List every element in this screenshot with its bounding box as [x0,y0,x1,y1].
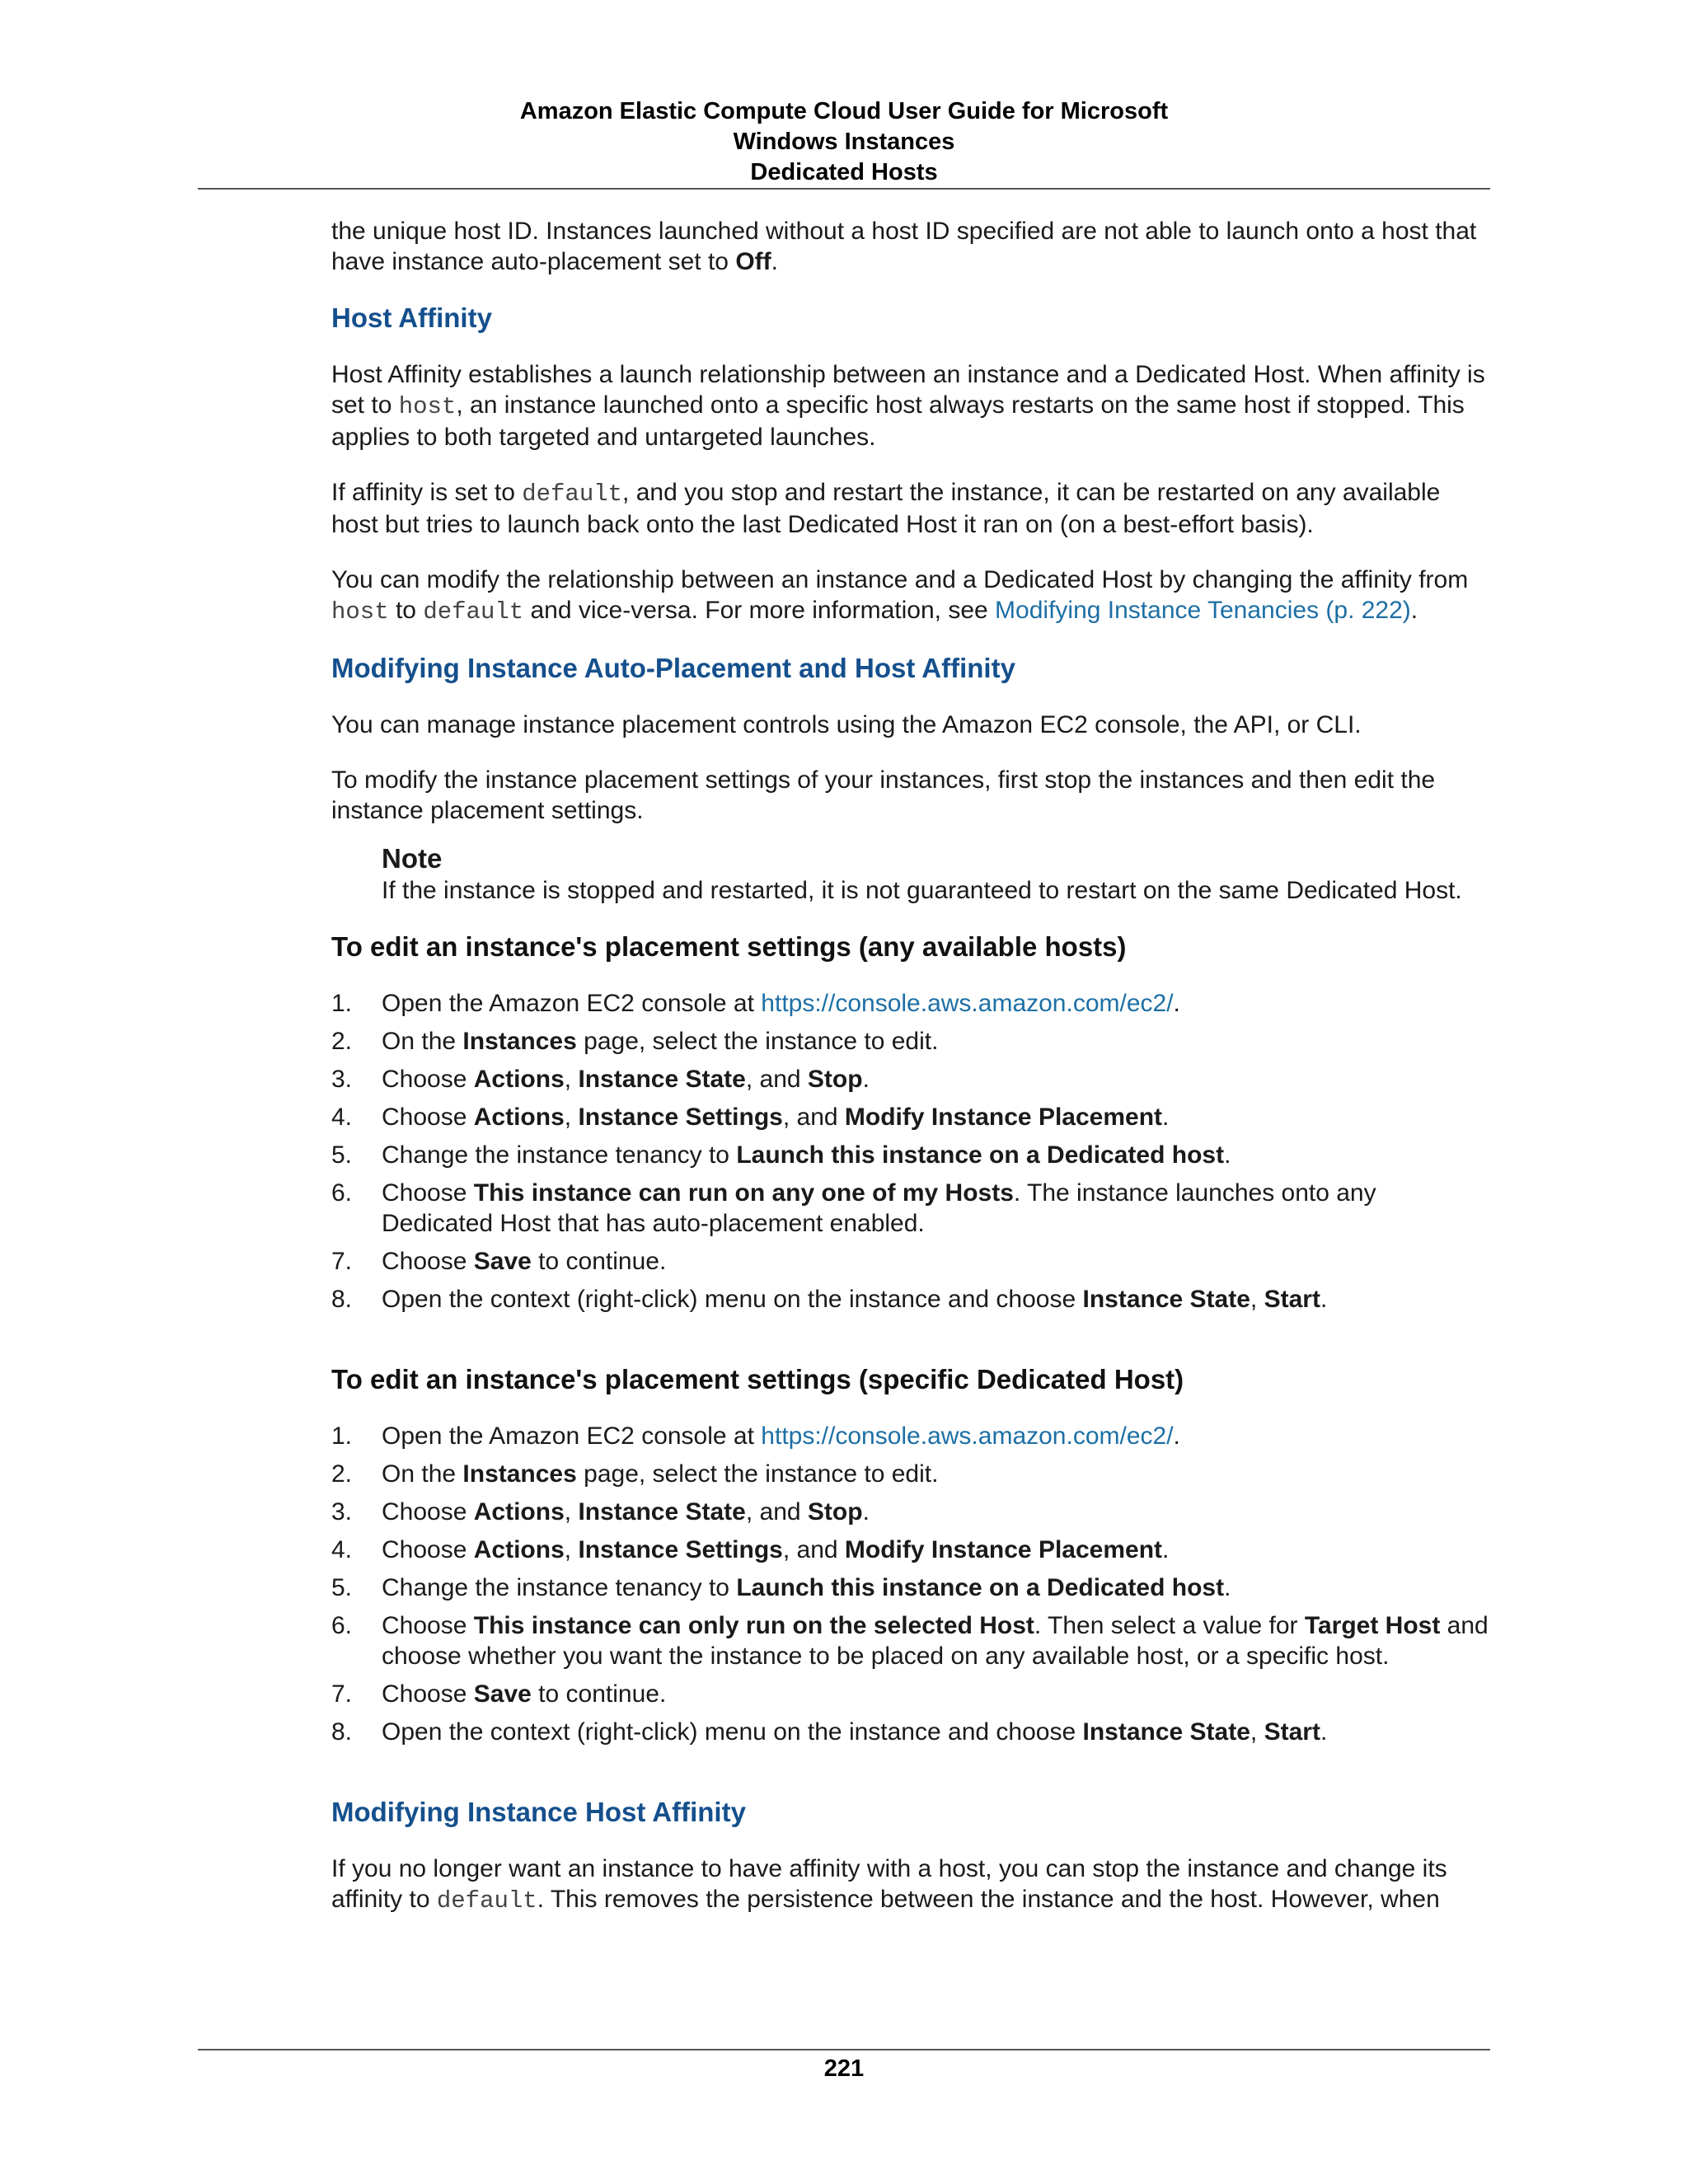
text: Choose [382,1680,474,1708]
bold-term: Instances [462,1460,577,1488]
text: , and [745,1066,808,1093]
text: , and [782,1536,845,1563]
list-item [331,988,1493,1019]
link-ec2-console[interactable]: https://console.aws.amazon.com/ec2/ [761,1422,1174,1450]
text: , an instance launched onto a specific host always restarts on the same host if stopped. This applies to both targeted and untargeted launches. [331,391,1465,451]
bold-term: Instances [462,1028,577,1055]
bold-term: Actions [473,1498,565,1526]
text: Choose [382,1066,474,1093]
list-item [331,1535,1493,1565]
list-item [331,1026,1493,1057]
page-content [331,216,1493,1916]
spacer [331,1755,1493,1796]
text: , and [782,1104,845,1131]
text: Open the context (right-click) menu on the instance and choose [382,1718,1083,1746]
bold-term: Actions [473,1066,565,1093]
note-box [382,842,1493,906]
list-item [331,1102,1493,1132]
text: to continue. [531,1248,667,1275]
bold-term: Start [1264,1718,1320,1746]
step-number: 8. [331,1286,353,1313]
code-default: default [423,598,524,626]
text: , and [745,1498,808,1526]
step-number: 2. [331,1028,353,1055]
step-number: 2. [331,1460,353,1488]
note-title: Note [382,843,443,874]
bold-term: Actions [473,1104,565,1131]
text: to [388,597,424,624]
note-text: If the instance is stopped and restarted, it is not guaranteed to restart on the same Dedicated Host. [382,877,1462,904]
list-item [331,1679,1493,1709]
text: Open the context (right-click) menu on the instance and choose [382,1286,1083,1313]
bold-term: Modify Instance Placement [844,1104,1163,1131]
procedure-title-any-hosts: To edit an instance's placement settings (any available hosts) [331,931,1127,962]
step-number: 6. [331,1179,353,1207]
step-number: 1. [331,990,353,1017]
link-modifying-instance-tenancies[interactable]: Modifying Instance Tenancies (p. 222) [995,597,1411,624]
header-guide-subtitle: Windows Instances [733,129,955,155]
text: . [1320,1718,1328,1746]
section-heading-host-affinity: Host Affinity [331,302,492,333]
list-item [331,1246,1493,1277]
text: You can modify the relationship between an instance and a Dedicated Host by changing the affinity from [331,566,1469,593]
footer-rule [198,2049,1490,2050]
text: On the [382,1460,463,1488]
bold-term: Instance State [578,1498,746,1526]
host-affinity-modify-paragraph [331,1854,1493,1916]
list-item [331,1497,1493,1527]
bold-term: This instance can only run on the selected Host [473,1612,1034,1639]
bold-term: Launch this instance on a Dedicated host [736,1141,1225,1169]
modifying-paragraph-2: To modify the instance placement settings of your instances, first stop the instances and then edit the instance placement settings. [331,766,1436,824]
header-guide-title: Amazon Elastic Compute Cloud User Guide for Microsoft [519,98,1169,124]
text: Host Affinity establishes a launch relationship between an instance and a Dedicated Host. When affinity is set to [331,361,1485,419]
step-number: 5. [331,1574,353,1601]
host-affinity-paragraph-1 [331,359,1493,452]
procedure-steps-any-hosts [331,988,1493,1315]
page-header [198,96,1490,188]
list-item [331,1459,1493,1489]
step-number: 5. [331,1141,353,1169]
modifying-paragraph-1: You can manage instance placement controls using the Amazon EC2 console, the API, or CLI. [331,711,1362,738]
text: page, select the instance to edit. [576,1460,939,1488]
bold-term: Instance State [578,1066,746,1093]
list-item [331,1140,1493,1170]
step-number: 4. [331,1104,353,1131]
text: . [1173,1422,1180,1450]
code-host: host [398,393,457,420]
text: . [862,1498,870,1526]
text: Choose [382,1179,474,1207]
list-item [331,1610,1493,1671]
text: , [1250,1286,1264,1313]
text: If affinity is set to [331,479,523,506]
text: If you no longer want an instance to have affinity with a host, you can stop the instance and change its affinity to [331,1855,1447,1913]
text: , [1250,1718,1264,1746]
list-item [331,1284,1493,1315]
code-default: default [436,1887,537,1915]
text: . [1224,1141,1231,1169]
text: Choose [382,1248,474,1275]
page-number: 221 [823,2055,865,2082]
step-number: 4. [331,1536,353,1563]
header-chapter-title: Dedicated Hosts [750,159,938,185]
list-item [331,1178,1493,1239]
text: Choose [382,1536,474,1563]
host-affinity-paragraph-2 [331,477,1493,540]
code-default: default [522,480,623,508]
text: to continue. [531,1680,667,1708]
text: . [1162,1536,1170,1563]
text: Choose [382,1104,474,1131]
text: Choose [382,1612,474,1639]
intro-period: . [771,248,778,275]
section-heading-modifying-host-affinity: Modifying Instance Host Affinity [331,1797,746,1827]
code-host: host [331,598,389,626]
bold-term: Target Host [1304,1612,1441,1639]
text: . [1173,990,1180,1017]
text: . The instance launches onto any Dedicated Host that has auto-placement enabled. [382,1179,1376,1237]
header-rule [198,188,1490,190]
host-affinity-paragraph-3 [331,565,1493,627]
bold-term: Save [473,1248,532,1275]
spacer [331,1322,1493,1363]
list-item [331,1717,1493,1747]
bold-term: Start [1264,1286,1320,1313]
text: , [564,1066,579,1093]
text: On the [382,1028,463,1055]
text: Open the Amazon EC2 console at [382,1422,762,1450]
text: . [1162,1104,1170,1131]
intro-paragraph [331,216,1493,277]
text: Open the Amazon EC2 console at [382,990,762,1017]
bold-term: Instance Settings [578,1104,783,1131]
link-ec2-console[interactable]: https://console.aws.amazon.com/ec2/ [761,990,1174,1017]
text: . [1410,597,1418,624]
intro-text: the unique host ID. Instances launched without a host ID specified are not able to launch onto a host that have instance auto-placement set to [331,218,1477,275]
text: and choose whether you want the instance to be placed on any available host, or a specific host. [382,1612,1489,1670]
list-item [331,1572,1493,1603]
list-item [331,1421,1493,1451]
list-item [331,1064,1493,1094]
text: , [564,1536,579,1563]
procedure-title-specific-host: To edit an instance's placement settings (specific Dedicated Host) [331,1364,1184,1394]
procedure-steps-specific-host [331,1421,1493,1747]
text: , [564,1498,579,1526]
step-number: 3. [331,1498,353,1526]
text: . [862,1066,870,1093]
bold-term: Stop [807,1066,863,1093]
text: . [1320,1286,1328,1313]
intro-bold-off: Off [735,248,771,275]
bold-term: Instance State [1082,1718,1250,1746]
bold-term: This instance can run on any one of my Hosts [473,1179,1014,1207]
step-number: 7. [331,1680,353,1708]
step-number: 7. [331,1248,353,1275]
bold-term: Launch this instance on a Dedicated host [736,1574,1225,1601]
text: Change the instance tenancy to [382,1574,737,1601]
text: , and you stop and restart the instance, it can be restarted on any available host but tries to launch back onto the last Dedicated Host it ran on (on a best-effort basis). [331,479,1441,538]
text: . [1224,1574,1231,1601]
text: Choose [382,1498,474,1526]
text: Change the instance tenancy to [382,1141,737,1169]
bold-term: Save [473,1680,532,1708]
text: . This removes the persistence between the instance and the host. However, when [537,1886,1440,1913]
bold-term: Instance Settings [578,1536,783,1563]
text: and vice-versa. For more information, see [523,597,996,624]
step-number: 3. [331,1066,353,1093]
text: . Then select a value for [1034,1612,1305,1639]
step-number: 1. [331,1422,353,1450]
bold-term: Stop [807,1498,863,1526]
bold-term: Modify Instance Placement [844,1536,1163,1563]
text: page, select the instance to edit. [576,1028,939,1055]
step-number: 8. [331,1718,353,1746]
text: , [564,1104,579,1131]
bold-term: Actions [473,1536,565,1563]
step-number: 6. [331,1612,353,1639]
section-heading-modifying-auto-placement: Modifying Instance Auto-Placement and Host Affinity [331,653,1015,683]
bold-term: Instance State [1082,1286,1250,1313]
